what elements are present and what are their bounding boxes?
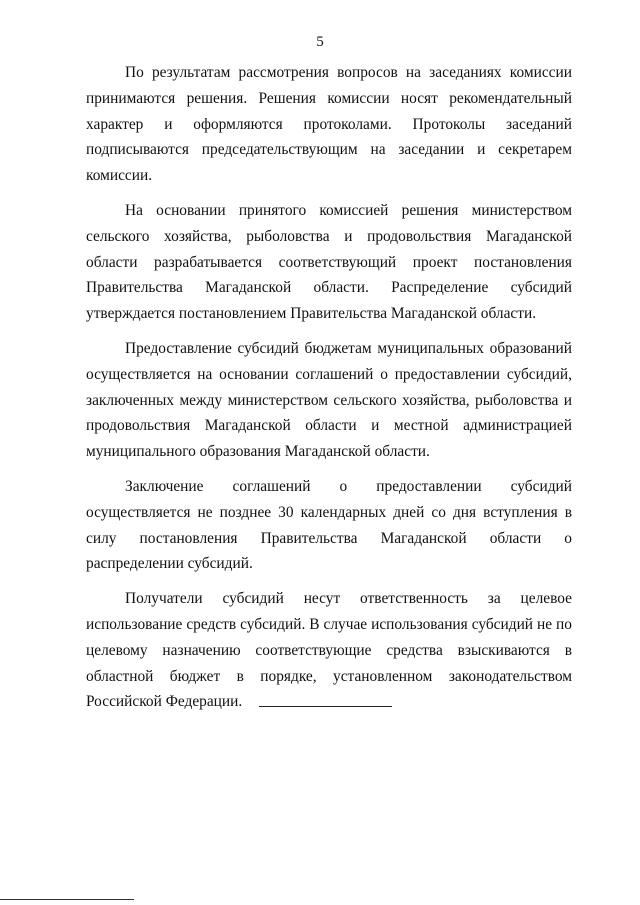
paragraph-draft-resolution: На основании принятого комиссией решения министерством сельского хозяйства, рыболовства и продовольствия Магаданской области разрабатывается соответствующий проект постановления Правительства Магаданской области. Распределение субсидий утверждается постановлением Правительства Магаданской области.	[86, 201, 572, 323]
page-number: 5	[316, 34, 324, 50]
paragraph-responsibility: Получатели субсидий несут ответственность за целевое использование средств субсидий. В случае использования субсидий не по целевому назначению соответствующие средства взыскиваются в областной бюджет в порядке, установленном законодательством Российской Федерации.	[86, 590, 572, 711]
end-of-text-line	[259, 706, 392, 707]
footer-rule	[0, 899, 134, 900]
paragraph-commission-decisions: По результатам рассмотрения вопросов на заседаниях комиссии принимаются решения. Решения комиссии носят рекомендательный характер и оформляются протоколами. Протоколы заседаний подписываются председательствующим на заседании и секретарем комиссии.	[86, 64, 572, 185]
paragraph-subsidy-agreements: Предоставление субсидий бюджетам муниципальных образований осуществляется на основании соглашений о предоставлении субсидий, заключенных между министерством сельского хозяйства, рыболовства и продовольствия Магаданской области и местной администрацией муниципального образования Магаданской области.	[86, 339, 572, 461]
paragraph-agreement-deadline: Заключение соглашений о предоставлении субсидий осуществляется не позднее 30 календарных дней со дня вступления в силу постановления Правительства Магаданской области о распределении субсидий.	[86, 477, 572, 573]
document-body	[86, 60, 572, 715]
